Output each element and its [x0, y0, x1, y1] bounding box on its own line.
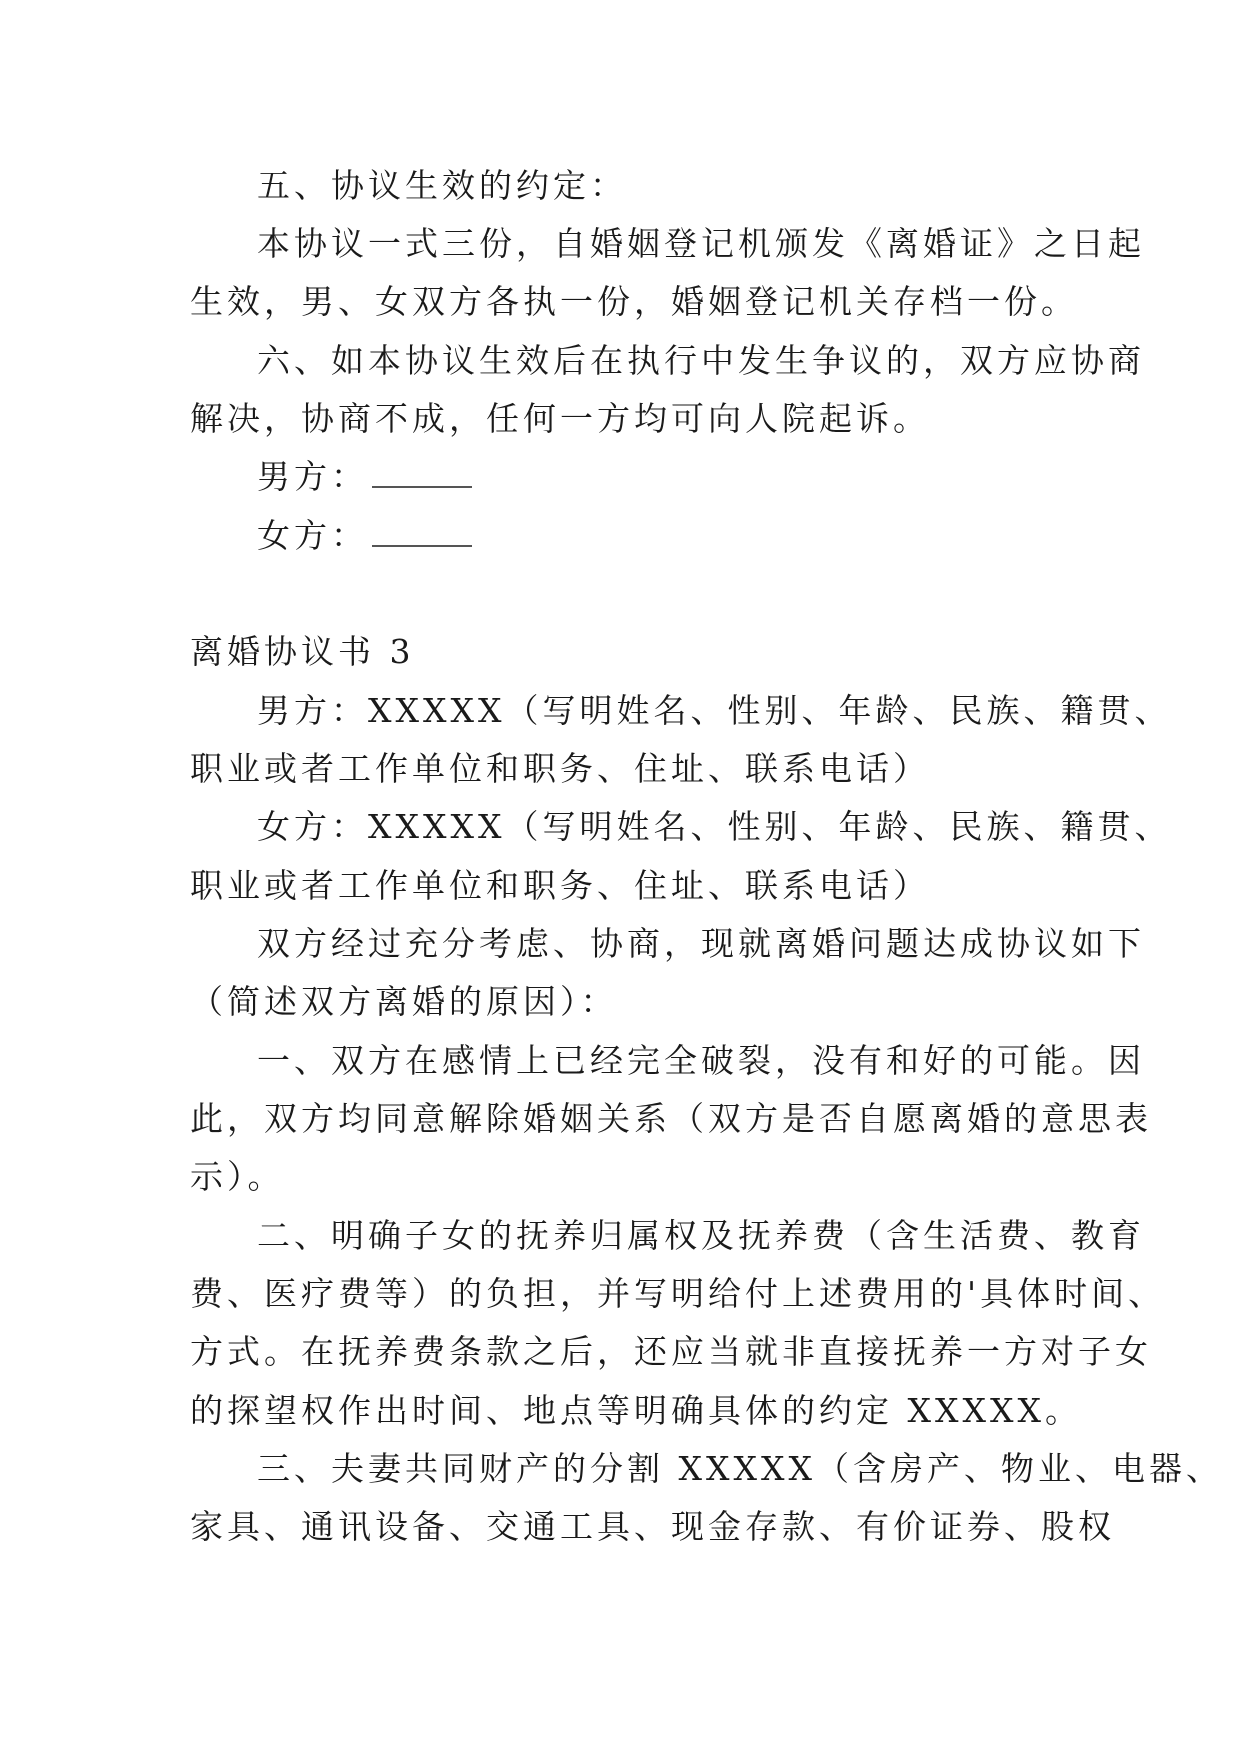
paragraph-line: 家具、通讯设备、交通工具、现金存款、有价证券、股权	[190, 1507, 1115, 1546]
paragraph-line: 示）。	[190, 1157, 285, 1196]
female-signature-label: 女方：	[257, 516, 368, 555]
paragraph-line: 解决，协商不成，任何一方均可向人院起诉。	[190, 399, 930, 438]
signature-blank	[372, 523, 472, 547]
male-signature-line	[257, 457, 472, 497]
section-five-heading: 五、协议生效的约定：	[257, 166, 627, 205]
paragraph-line: 费、医疗费等）的负担，并写明给付上述费用的'具体时间、	[190, 1274, 1166, 1313]
paragraph-line: 的探望权作出时间、地点等明确具体的约定 XXXXX。	[190, 1391, 1082, 1430]
clause-two-line: 二、明确子女的抚养归属权及抚养费（含生活费、教育	[257, 1216, 1145, 1255]
paragraph-line: 此，双方均同意解除婚姻关系（双方是否自愿离婚的意思表	[190, 1099, 1152, 1138]
section-title: 离婚协议书 3	[190, 632, 415, 671]
paragraph-line: 双方经过充分考虑、协商，现就离婚问题达成协议如下	[257, 924, 1145, 963]
male-signature-label: 男方：	[257, 457, 368, 496]
paragraph-line: 生效，男、女双方各执一份，婚姻登记机关存档一份。	[190, 282, 1078, 321]
female-party-line: 女方：XXXXX（写明姓名、性别、年龄、民族、籍贯、	[257, 807, 1172, 846]
section-six-line: 六、如本协议生效后在执行中发生争议的，双方应协商	[257, 341, 1145, 380]
paragraph-line: 职业或者工作单位和职务、住址、联系电话）	[190, 866, 930, 905]
signature-blank	[372, 464, 472, 488]
female-signature-line	[257, 516, 472, 556]
paragraph-line: （简述双方离婚的原因）：	[190, 982, 618, 1021]
paragraph-line: 方式。在抚养费条款之后，还应当就非直接抚养一方对子女	[190, 1332, 1152, 1371]
paragraph-line: 本协议一式三份，自婚姻登记机颁发《离婚证》之日起	[257, 224, 1145, 263]
clause-three-line: 三、夫妻共同财产的分割 XXXXX（含房产、物业、电器、	[257, 1449, 1223, 1488]
male-party-line: 男方：XXXXX（写明姓名、性别、年龄、民族、籍贯、	[257, 691, 1172, 730]
paragraph-line: 职业或者工作单位和职务、住址、联系电话）	[190, 749, 930, 788]
clause-one-line: 一、双方在感情上已经完全破裂，没有和好的可能。因	[257, 1041, 1145, 1080]
